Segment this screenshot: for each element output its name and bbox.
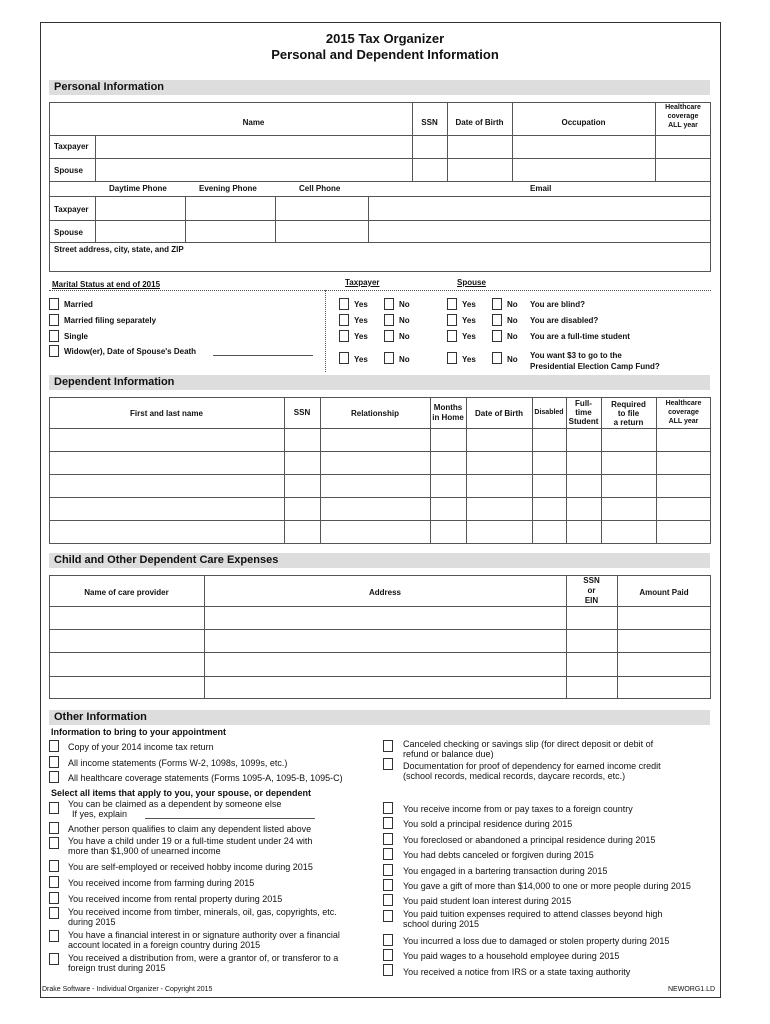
taxpayer-student-yes-checkbox[interactable] — [339, 330, 349, 342]
yes-label: Yes — [462, 332, 476, 341]
col-ssn: SSN — [421, 118, 438, 127]
bring-dependency-proof-label: Documentation for proof of dependency for earned income credit (school records, medical records, daycare records, etc.) — [403, 761, 661, 781]
gift-label: You gave a gift of more than $14,000 to one or more people during 2015 — [403, 881, 691, 891]
self-employed-label: You are self-employed or received hobby income during 2015 — [68, 862, 313, 872]
spouse-campaign-no-checkbox[interactable] — [492, 352, 502, 364]
row-taxpayer-label: Taxpayer — [54, 142, 89, 151]
spouse-blind-no-checkbox[interactable] — [492, 298, 502, 310]
footer-form-code: NEWORG1.LD — [668, 986, 716, 993]
taxpayer-campaign-yes-checkbox[interactable] — [339, 352, 349, 364]
explain-line[interactable] — [145, 818, 315, 819]
spouse-death-date-line[interactable] — [213, 355, 313, 356]
gift-checkbox[interactable] — [383, 879, 393, 891]
irs-notice-checkbox[interactable] — [383, 964, 393, 976]
yes-label: Yes — [462, 355, 476, 364]
yes-label: Yes — [462, 316, 476, 325]
col-dependent-dob: Date of Birth — [475, 409, 523, 418]
col-first-last-name: First and last name — [130, 409, 203, 418]
child-unearned-income-checkbox[interactable] — [49, 837, 59, 849]
col-disabled: Disabled — [534, 409, 564, 416]
col-evening-phone: Evening Phone — [199, 184, 257, 193]
sold-residence-checkbox[interactable] — [383, 817, 393, 829]
taxpayer-blind-yes-checkbox[interactable] — [339, 298, 349, 310]
no-label: No — [399, 300, 410, 309]
sold-residence-label: You sold a principal residence during 2015 — [403, 819, 573, 829]
widow-checkbox[interactable] — [49, 345, 59, 357]
yes-label: Yes — [354, 316, 368, 325]
taxpayer-campaign-no-checkbox[interactable] — [384, 352, 394, 364]
row-spouse-label: Spouse — [54, 166, 83, 175]
bring-canceled-check-checkbox[interactable] — [383, 740, 393, 752]
section-other-information: Other Information — [49, 710, 710, 725]
foreign-account-label: You have a financial interest in or signature authority over a financial account located in a foreign country during 2015 — [68, 930, 340, 950]
question-blind: You are blind? — [530, 300, 585, 309]
timber-minerals-income-label: You received income from timber, minerals, oil, gas, copyrights, etc. during 2015 — [68, 907, 337, 927]
section-personal-information: Personal Information — [49, 80, 710, 95]
no-label: No — [507, 300, 518, 309]
col-cell-phone: Cell Phone — [299, 184, 341, 193]
property-loss-checkbox[interactable] — [383, 934, 393, 946]
section-dependent-information: Dependent Information — [49, 375, 710, 390]
another-claims-dependent-checkbox[interactable] — [49, 822, 59, 834]
claimed-as-dependent-label: You can be claimed as a dependent by someone else If yes, explain — [68, 799, 282, 819]
row-taxpayer-phone-label: Taxpayer — [54, 205, 89, 214]
col-full-time-student: Full- time Student — [568, 399, 599, 426]
self-employed-checkbox[interactable] — [49, 860, 59, 872]
married-filing-separately-checkbox[interactable] — [49, 314, 59, 326]
bring-heading: Information to bring to your appointment — [51, 727, 226, 737]
spouse-disabled-no-checkbox[interactable] — [492, 314, 502, 326]
apply-heading: Select all items that apply to you, your spouse, or dependent — [51, 788, 312, 798]
spouse-blind-yes-checkbox[interactable] — [447, 298, 457, 310]
page-title: 2015 Tax Organizer — [325, 31, 445, 46]
taxpayer-blind-no-checkbox[interactable] — [384, 298, 394, 310]
col-dependent-healthcare: Healthcare coverage ALL year — [665, 400, 702, 425]
yes-label: Yes — [354, 355, 368, 364]
question-campaign-fund: You want $3 to go to the Presidential Election Camp Fund? — [530, 351, 660, 371]
spouse-campaign-yes-checkbox[interactable] — [447, 352, 457, 364]
foreign-trust-checkbox[interactable] — [49, 953, 59, 965]
section-child-care-expenses: Child and Other Dependent Care Expenses — [49, 553, 710, 568]
claimed-as-dependent-checkbox[interactable] — [49, 802, 59, 814]
taxpayer-disabled-yes-checkbox[interactable] — [339, 314, 349, 326]
col-healthcare-coverage: Healthcare coverage ALL year — [665, 104, 701, 129]
marital-status-heading: Marital Status at end of 2015 — [52, 280, 161, 289]
irs-notice-label: You received a notice from IRS or a state taxing authority — [403, 967, 631, 977]
spouse-student-no-checkbox[interactable] — [492, 330, 502, 342]
bring-healthcare-statements-checkbox[interactable] — [49, 771, 59, 783]
col-taxpayer: Taxpayer — [345, 278, 380, 287]
no-label: No — [399, 316, 410, 325]
spouse-disabled-yes-checkbox[interactable] — [447, 314, 457, 326]
foreign-account-checkbox[interactable] — [49, 930, 59, 942]
col-daytime-phone: Daytime Phone — [109, 184, 167, 193]
farming-income-label: You received income from farming during 2015 — [68, 878, 255, 888]
foreclosed-residence-label: You foreclosed or abandoned a principal residence during 2015 — [403, 835, 656, 845]
farming-income-checkbox[interactable] — [49, 876, 59, 888]
household-wages-checkbox[interactable] — [383, 949, 393, 961]
debts-canceled-checkbox[interactable] — [383, 848, 393, 860]
rental-income-label: You received income from rental property during 2015 — [68, 894, 283, 904]
bring-prior-return-checkbox[interactable] — [49, 740, 59, 752]
bring-healthcare-statements-label: All healthcare coverage statements (Forms 1095-A, 1095-B, 1095-C) — [68, 773, 343, 783]
another-claims-dependent-label: Another person qualifies to claim any dependent listed above — [68, 824, 312, 834]
household-wages-label: You paid wages to a household employee during 2015 — [403, 951, 620, 961]
yes-label: Yes — [354, 332, 368, 341]
rental-income-checkbox[interactable] — [49, 892, 59, 904]
bartering-checkbox[interactable] — [383, 864, 393, 876]
foreign-income-label: You receive income from or pay taxes to a foreign country — [403, 804, 633, 814]
single-checkbox[interactable] — [49, 330, 59, 342]
married-filing-separately-label: Married filing separately — [64, 316, 157, 325]
col-amount-paid: Amount Paid — [639, 588, 689, 597]
col-spouse: Spouse — [457, 278, 486, 287]
bring-canceled-check-label: Canceled checking or savings slip (for direct deposit or debit of refund or balance due) — [403, 739, 654, 759]
taxpayer-student-no-checkbox[interactable] — [384, 330, 394, 342]
timber-minerals-income-checkbox[interactable] — [49, 907, 59, 919]
col-dependent-ssn: SSN — [293, 408, 311, 417]
bring-prior-return-label: Copy of your 2014 income tax return — [68, 742, 214, 752]
tuition-expenses-checkbox[interactable] — [383, 910, 393, 922]
footer-copyright: Drake Software - Individual Organizer - Copyright 2015 — [42, 986, 213, 993]
foreign-income-checkbox[interactable] — [383, 802, 393, 814]
bring-dependency-proof-checkbox[interactable] — [383, 758, 393, 770]
bartering-label: You engaged in a bartering transaction during 2015 — [403, 866, 608, 876]
question-disabled: You are disabled? — [530, 316, 599, 325]
bring-income-statements-label: All income statements (Forms W-2, 1098s, 1099s, etc.) — [68, 758, 288, 768]
page-subtitle: Personal and Dependent Information — [271, 47, 499, 62]
row-spouse-phone-label: Spouse — [54, 228, 83, 237]
no-label: No — [507, 316, 518, 325]
widow-label: Widow(er), Date of Spouse's Death — [64, 347, 197, 356]
married-label: Married — [64, 300, 93, 309]
col-date-of-birth: Date of Birth — [455, 118, 504, 127]
foreclosed-residence-checkbox[interactable] — [383, 833, 393, 845]
yes-label: Yes — [462, 300, 476, 309]
col-required-to-file: Required to file a return — [611, 400, 646, 427]
property-loss-label: You incurred a loss due to damaged or stolen property during 2015 — [403, 936, 670, 946]
no-label: No — [399, 355, 410, 364]
married-checkbox[interactable] — [49, 298, 59, 310]
taxpayer-disabled-no-checkbox[interactable] — [384, 314, 394, 326]
yes-label: Yes — [354, 300, 368, 309]
no-label: No — [399, 332, 410, 341]
spouse-student-yes-checkbox[interactable] — [447, 330, 457, 342]
col-relationship: Relationship — [350, 409, 399, 418]
col-occupation: Occupation — [561, 118, 606, 127]
student-loan-interest-label: You paid student loan interest during 2015 — [403, 896, 572, 906]
col-months-in-home: Months in Home — [432, 403, 464, 422]
col-care-address: Address — [368, 588, 401, 597]
tuition-expenses-label: You paid tuition expenses required to attend classes beyond high school during 2015 — [403, 909, 663, 929]
address-label: Street address, city, state, and ZIP — [54, 245, 184, 254]
student-loan-interest-checkbox[interactable] — [383, 894, 393, 906]
col-care-provider: Name of care provider — [84, 588, 169, 597]
foreign-trust-label: You received a distribution from, were a grantor of, or transferor to a foreign trust during 2015 — [68, 953, 339, 973]
no-label: No — [507, 355, 518, 364]
col-email: Email — [530, 184, 552, 193]
col-ssn-ein: SSN or EIN — [583, 576, 600, 605]
child-unearned-income-label: You have a child under 19 or a full-time student under 24 with more than $1,900 of unearned income — [68, 836, 313, 856]
debts-canceled-label: You had debts canceled or forgiven during 2015 — [403, 850, 594, 860]
no-label: No — [507, 332, 518, 341]
col-name: Name — [242, 118, 265, 127]
bring-income-statements-checkbox[interactable] — [49, 756, 59, 768]
single-label: Single — [64, 332, 89, 341]
question-student: You are a full-time student — [530, 332, 630, 341]
